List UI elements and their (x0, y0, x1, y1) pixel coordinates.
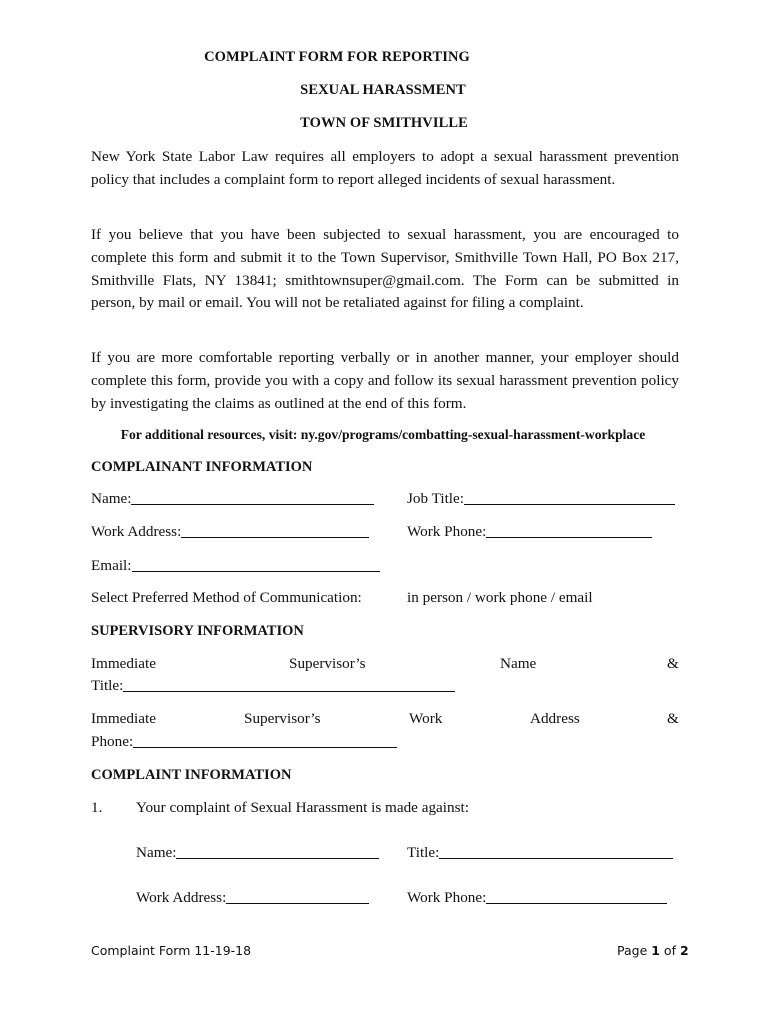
supervisor-address-word-5: & (667, 710, 679, 727)
name-input-line[interactable] (131, 490, 374, 505)
job-title-label: Job Title: (407, 490, 464, 507)
complaint-heading: COMPLAINT INFORMATION (91, 767, 292, 783)
item-number: 1. (91, 799, 103, 816)
supervisor-title-label: Title: (91, 677, 124, 694)
item-text: Your complaint of Sexual Harassment is made against: (136, 799, 469, 816)
form-subtitle: SEXUAL HARASSMENT (300, 82, 466, 98)
accused-title-label: Title: (407, 844, 440, 861)
complainant-email-field[interactable] (91, 557, 380, 575)
accused-name-input-line[interactable] (176, 844, 379, 859)
supervisor-name-word-4: & (667, 655, 679, 672)
intro-paragraph: New York State Labor Law requires all employers to adopt a sexual harassment prevention policy that includes a complaint form to report alleged incidents of sexual harassment. (91, 148, 679, 188)
email-input-line[interactable] (132, 557, 380, 572)
accused-work-address-field[interactable] (136, 889, 369, 907)
form-title: COMPLAINT FORM FOR REPORTING (204, 49, 470, 65)
verbal-report-paragraph: If you are more comfortable reporting verbally or in another manner, your employer should complete this form, provide you with a copy and follow its sexual harassment prevention policy by investigating the claims as outlined at the end of this form. (91, 349, 679, 412)
supervisor-address-phone-field[interactable] (91, 733, 397, 751)
accused-work-phone-label: Work Phone: (407, 889, 487, 906)
work-phone-input-line[interactable] (486, 523, 652, 538)
supervisor-address-word-1: Immediate (91, 710, 156, 727)
page-current: 1 (651, 943, 660, 958)
accused-name-field[interactable] (136, 844, 379, 862)
supervisor-name-word-1: Immediate (91, 655, 156, 672)
accused-work-address-label: Work Address: (136, 889, 227, 906)
work-address-input-line[interactable] (181, 523, 369, 538)
preferred-method-label: Select Preferred Method of Communication: (91, 589, 362, 606)
submission-paragraph: If you believe that you have been subjected to sexual harassment, you are encouraged to complete this form and submit it to the Town Supervisor, Smithville Town Hall, PO Box 217, Smithville Flats, NY 13841; smithtownsuper@gmail.com. The Form can be submitted in person, by mail or email. You will not be retaliated against for filing a complaint. (91, 226, 679, 312)
page-number (617, 943, 689, 958)
work-address-label: Work Address: (91, 523, 182, 540)
job-title-input-line[interactable] (464, 490, 675, 505)
accused-work-phone-input-line[interactable] (486, 889, 667, 904)
complainant-work-address-field[interactable] (91, 523, 369, 541)
resources-link-text: For additional resources, visit: ny.gov/programs/combatting-sexual-harassment-workplace (120, 427, 646, 442)
complainant-name-field[interactable] (91, 490, 374, 508)
footer-form-id: Complaint Form 11-19-18 (91, 943, 252, 958)
accused-work-address-input-line[interactable] (226, 889, 369, 904)
preferred-method-options[interactable]: in person / work phone / email (407, 589, 593, 606)
name-label: Name: (91, 490, 132, 507)
work-phone-label: Work Phone: (407, 523, 487, 540)
page-prefix: Page (617, 943, 652, 958)
supervisor-address-word-4: Address (530, 710, 580, 727)
supervisor-address-phone-input-line[interactable] (133, 733, 397, 748)
supervisor-phone-label: Phone: (91, 733, 134, 750)
supervisor-name-word-2: Supervisor’s (289, 655, 366, 672)
complainant-job-title-field[interactable] (407, 490, 675, 508)
supervisor-name-title-input-line[interactable] (123, 677, 455, 692)
complainant-heading: COMPLAINANT INFORMATION (91, 459, 313, 475)
accused-name-label: Name: (136, 844, 177, 861)
page-of: of (659, 943, 680, 958)
supervisor-name-title-field[interactable] (91, 677, 455, 695)
page-total: 2 (679, 943, 689, 958)
supervisor-name-word-3: Name (500, 655, 537, 672)
supervisor-address-word-2: Supervisor’s (244, 710, 321, 727)
complainant-work-phone-field[interactable] (407, 523, 652, 541)
accused-work-phone-field[interactable] (407, 889, 667, 907)
accused-title-input-line[interactable] (439, 844, 673, 859)
supervisor-address-word-3: Work (409, 710, 443, 727)
accused-title-field[interactable] (407, 844, 673, 862)
email-label: Email: (91, 557, 132, 574)
supervisory-heading: SUPERVISORY INFORMATION (91, 623, 304, 639)
organization-title: TOWN OF SMITHVILLE (300, 115, 468, 131)
